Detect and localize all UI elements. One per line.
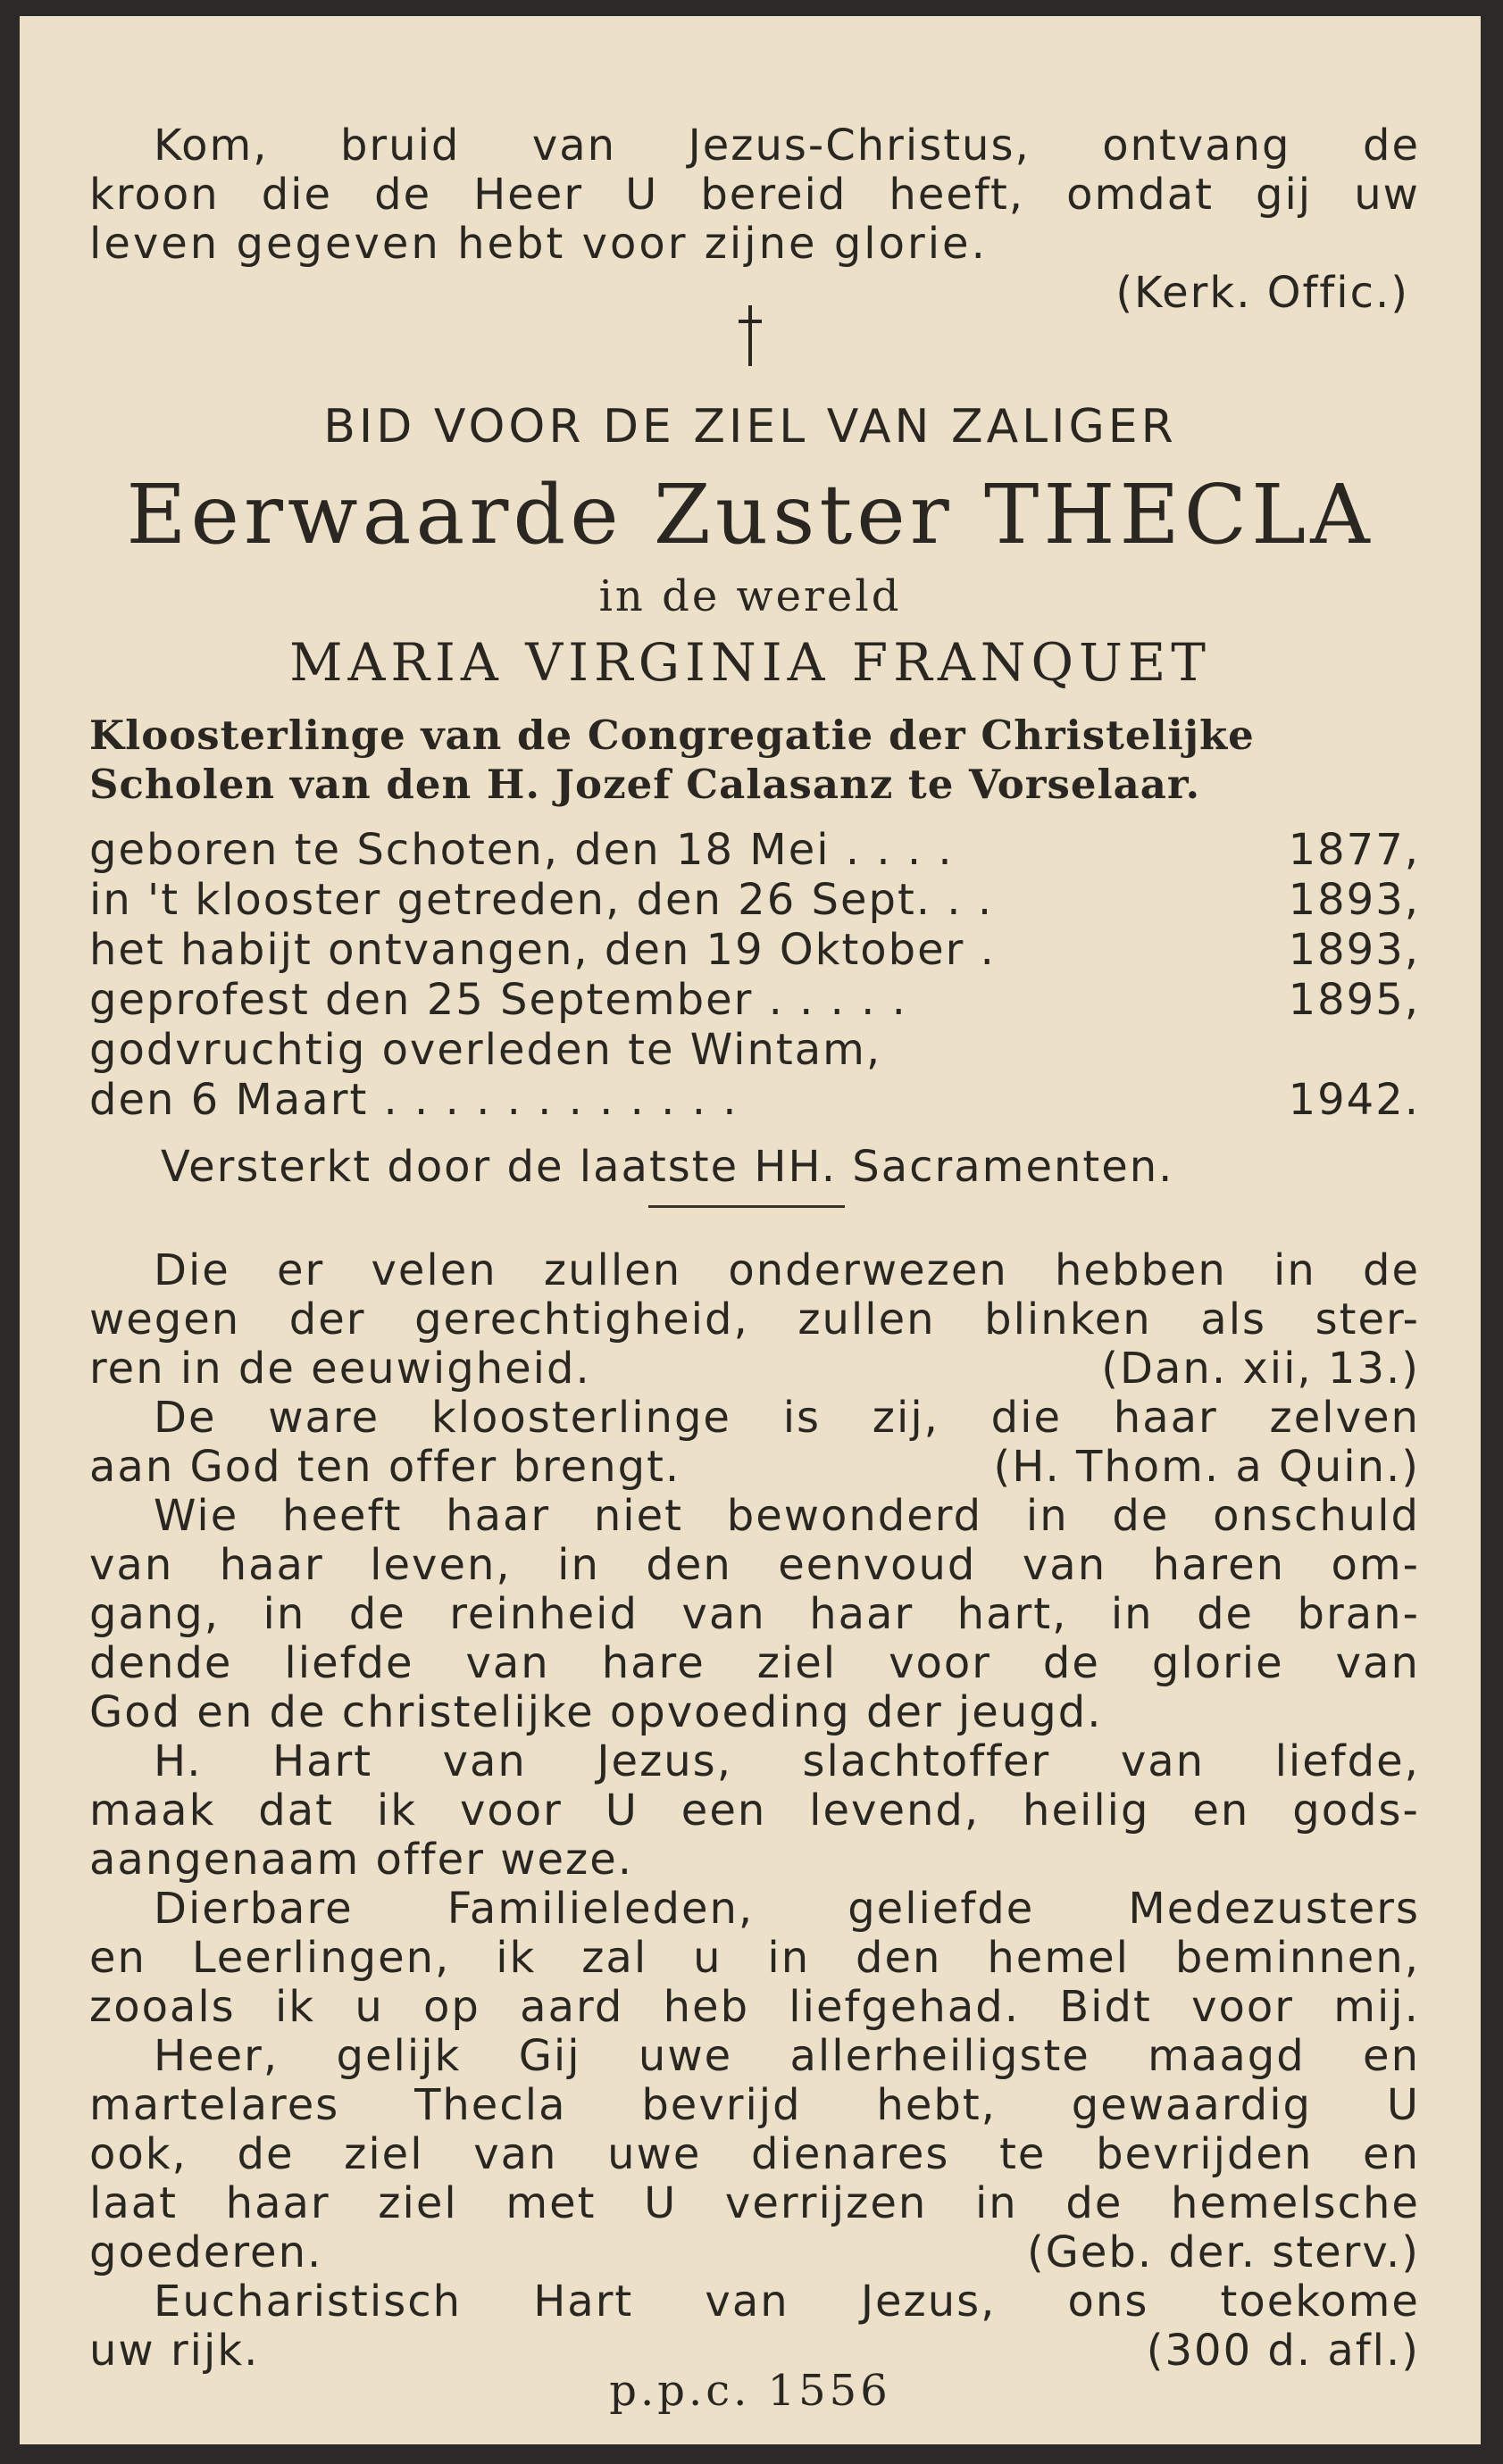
birth-name: MARIA VIRGINIA FRANQUET [289, 632, 1211, 693]
prayer-line: wegen der gerechtigheid, zullen blinken als ster- [89, 1294, 1420, 1344]
date-row [89, 925, 1420, 975]
prayer-line: gang, in de reinheid van haar hart, in de bran- [89, 1589, 1420, 1639]
prayer-line: Eucharistisch Hart van Jezus, ons toekome [154, 2277, 1420, 2327]
prayer-line: van haar leven, in den eenvoud van haren om- [89, 1540, 1420, 1590]
date-text: geboren te Schoten, den 18 Mei . . . . [89, 825, 954, 875]
date-row [89, 825, 1420, 875]
print-code: p.p.c. 1556 [609, 2366, 891, 2416]
date-year: 1895, [1288, 975, 1420, 1025]
congregation-line: Scholen van den H. Jozef Calasanz te Vorselaar. [89, 761, 1201, 808]
date-year: 1893, [1288, 875, 1420, 925]
prayer-line: aangenaam offer weze. [89, 1835, 633, 1885]
prayer-body [89, 1246, 1420, 2376]
prayer-line [89, 1344, 1420, 1394]
date-row [89, 1025, 1420, 1075]
citation: (300 d. afl.) [1146, 2326, 1420, 2376]
intro-line: kroon die de Heer U bereid heeft, omdat gij uw [89, 170, 1420, 220]
date-year: 1877, [1288, 825, 1420, 875]
prayer-line: H. Hart van Jezus, slachtoffer van liefde, [154, 1736, 1420, 1786]
prayer-line [89, 2228, 1420, 2277]
citation: (Geb. der. sterv.) [1026, 2227, 1420, 2277]
date-year: 1893, [1288, 925, 1420, 975]
prayer-line-text: aan God ten offer brengt. [89, 1442, 681, 1492]
intro-line: leven gegeven hebt voor zijne glorie. [89, 219, 988, 269]
date-row [89, 875, 1420, 925]
prayer-line-text: goederen. [89, 2227, 323, 2277]
divider [648, 1205, 845, 1208]
prayer-line: martelares Thecla bevrijd hebt, gewaardig U [89, 2080, 1420, 2130]
sacraments-text: Versterkt door de laatste HH. Sacramenten. [161, 1142, 1174, 1192]
prayer-line: De ware kloosterlinge is zij, die haar zelven [154, 1393, 1420, 1443]
life-dates [89, 825, 1420, 1125]
intro-quote [89, 121, 1420, 318]
prayer-line: zooals ik u op aard heb liefgehad. Bidt voor mij. [89, 1982, 1420, 2032]
date-text: het habijt ontvangen, den 19 Oktober . [89, 925, 996, 975]
date-row [89, 1075, 1420, 1125]
prayer-line: ook, de ziel van uwe dienares te bevrijden en [89, 2129, 1420, 2179]
prayer-heading: BID VOOR DE ZIEL VAN ZALIGER [323, 400, 1177, 454]
prayer-line: dende liefde van hare ziel voor de glorie van [89, 1638, 1420, 1688]
prayer-line-text: uw rijk. [89, 2326, 260, 2376]
prayer-line: en Leerlingen, ik zal u in den hemel beminnen, [89, 1933, 1420, 1983]
congregation-text [89, 711, 1420, 809]
date-text: den 6 Maart . . . . . . . . . . . . [89, 1075, 739, 1125]
citation: (Dan. xii, 13.) [1101, 1344, 1420, 1394]
prayer-line: maak dat ik voor U een levend, heilig en gods- [89, 1786, 1420, 1836]
cross-icon [20, 304, 1481, 368]
date-year: 1942. [1288, 1075, 1420, 1125]
prayer-line [89, 1443, 1420, 1492]
congregation-line: Kloosterlinge van de Congregatie der Christelijke [89, 712, 1255, 759]
citation: (H. Thom. a Quin.) [993, 1442, 1420, 1492]
sacraments-block [89, 1143, 1420, 1192]
prayer-line: Dierbare Familieleden, geliefde Medezusters [154, 1884, 1420, 1934]
prayer-line: Heer, gelijk Gij uwe allerheiligste maagd en [154, 2031, 1420, 2081]
prayer-line-text: ren in de eeuwigheid. [89, 1344, 591, 1394]
date-row [89, 975, 1420, 1025]
prayer-line: laat haar ziel met U verrijzen in de hemelsche [89, 2178, 1420, 2228]
in-de-wereld-label: in de wereld [598, 571, 902, 621]
deceased-name: Eerwaarde Zuster THECLA [126, 467, 1374, 562]
date-text: in 't klooster getreden, den 26 Sept. . . [89, 875, 994, 925]
prayer-line: Wie heeft haar niet bewonderd in de onschuld [154, 1491, 1420, 1541]
date-text: geprofest den 25 September . . . . . [89, 975, 907, 1025]
intro-source: (Kerk. Offic.) [1115, 268, 1409, 318]
prayer-line: Die er velen zullen onderwezen hebben in de [154, 1245, 1420, 1295]
prayer-line: God en de christelijke opvoeding der jeugd. [89, 1687, 1103, 1737]
intro-line: Kom, bruid van Jezus-Christus, ontvang de [154, 121, 1420, 171]
memorial-card [20, 16, 1481, 2444]
date-text: godvruchtig overleden te Wintam, [89, 1025, 882, 1075]
